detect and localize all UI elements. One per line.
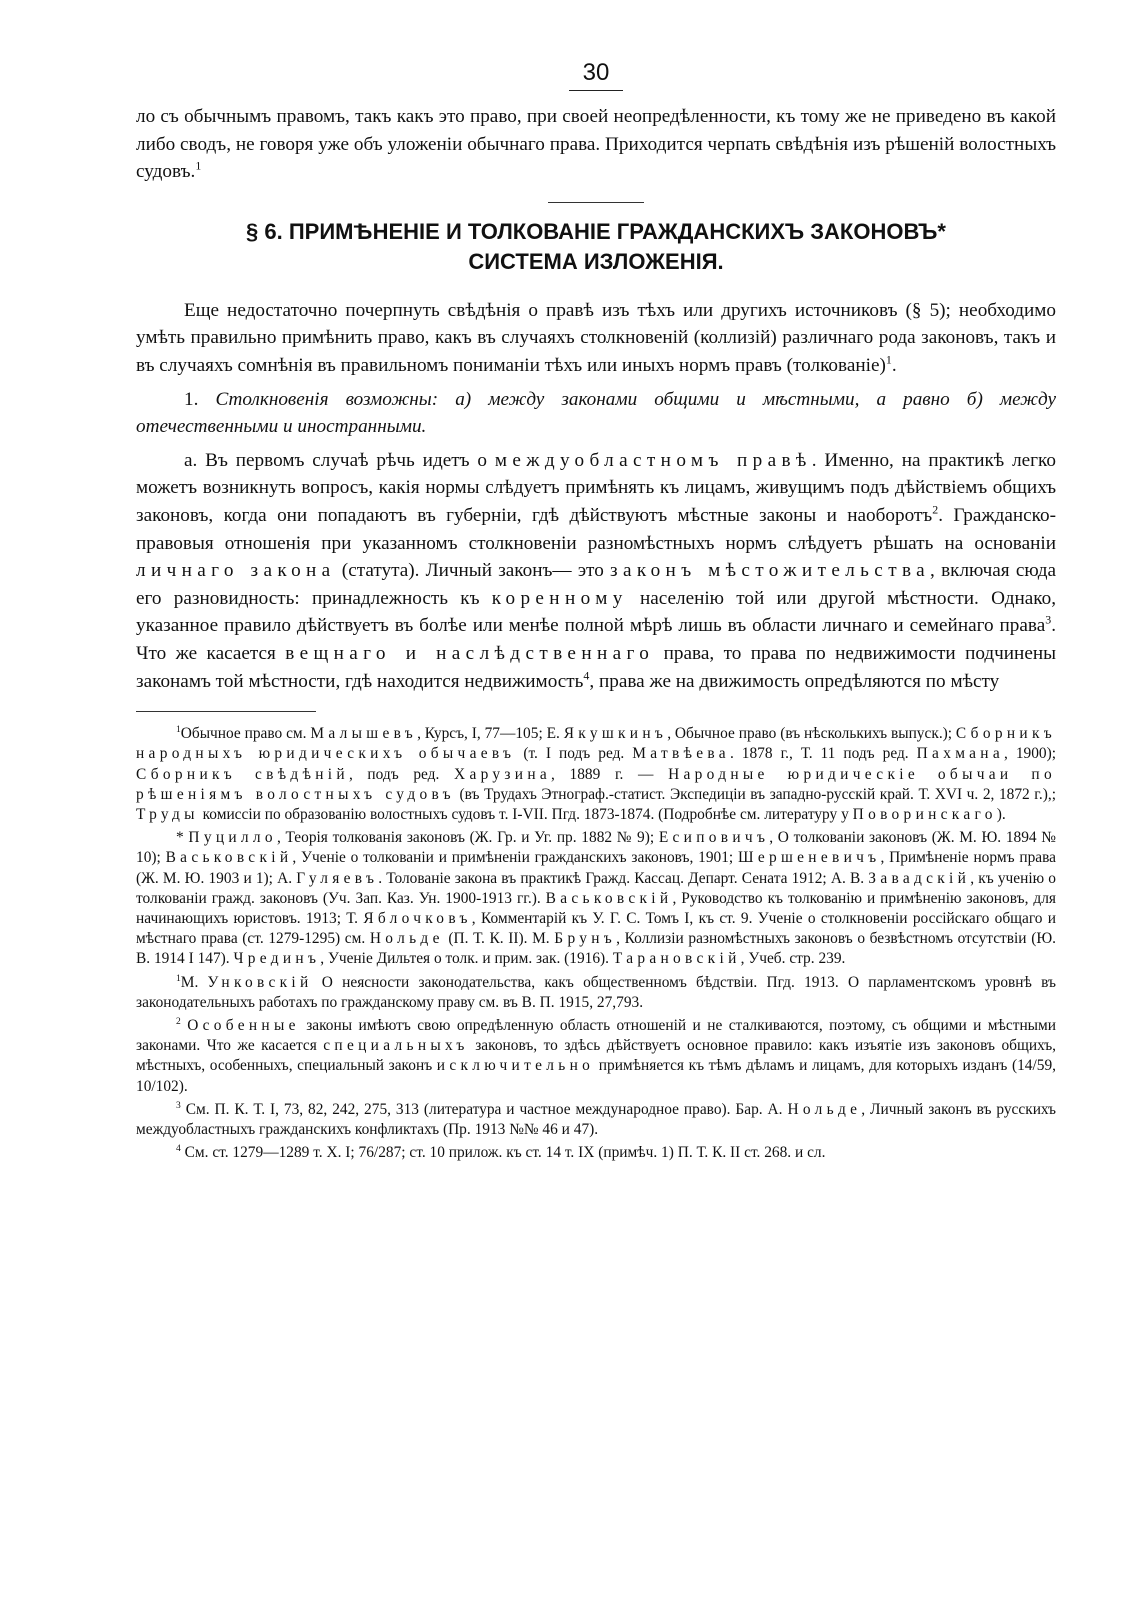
- footnote-4: $^4$ См. ст. 1279—1289 т. X. I; 76/287; ст. 10 прилож. къ ст. 14 т. IX (примѣч. 1) П. Т. К. II ст. 268. и сл.: [176, 1143, 826, 1162]
- document-page: [136, 58, 1056, 1166]
- heading-line-1: § 6. ПРИМѢНЕНІЕ И ТОЛКОВАНІЕ ГРАЖДАНСКИХЪ ЗАКОНОВЪ*: [246, 218, 946, 244]
- footnote-1b: $^1$М. Унковскій О неясности законодательства, какъ общественномъ бѣдствіи. Пгд. 1913. О парламентскомъ уровнѣ въ законодательныхъ работахъ по гражданскому праву см. въ В. П. 1915, 27,793.: [136, 972, 1056, 1011]
- footnote-3: $^3$ См. П. К. Т. I, 73, 82, 242, 275, 313 (литература и частное международное право). Бар. А. Нольде, Личный законъ въ русскихъ междуобластныхъ гражданскихъ конфликтахъ (Пр. 1913 №№ 46 и 47).: [136, 1099, 1057, 1138]
- footnote-2: $^2$ Особенные законы имѣютъ свою опредѣленную область отношеній и не сталкиваются, поэтому, съ общими и мѣстными законами. Что же касается специальныхъ законовъ, то здѣсь дѣйствуетъ основное правило: какъ изъятіе изъ законовъ общихъ, мѣстныхъ, особенныхъ, специальный законъ исключительно примѣняется къ тѣмъ дѣламъ и лицамъ, для которыхъ изданъ (14/59, 10/102).: [136, 1015, 1057, 1095]
- footnote-ref: 1: [885, 352, 892, 367]
- page-number: 30: [136, 58, 1056, 91]
- footnote-ref: 2: [932, 502, 939, 517]
- section-divider: [548, 202, 644, 203]
- footnote-ref: 4: [583, 668, 590, 683]
- intro-paragraph: ло съ обычнымъ правомъ, такъ какъ это право, при своей неопредѣленности, къ тому же не приведено въ какой либо сводъ, не говоря уже объ уложеніи обычнаго права. Приходится черпать свѣдѣнія изъ рѣшеній волостныхъ судовъ.$^1$: [136, 106, 1056, 183]
- paragraph-3: а. Въ первомъ случаѣ рѣчь идетъ о междуобластномъ правѣ. Именно, на практикѣ легко можетъ возникнуть вопросъ, какія нормы слѣдуетъ примѣнять къ лицамъ, живущимъ подъ дѣйствіемъ общихъ законовъ, когда они попадаютъ въ губерніи, гдѣ дѣйствуютъ мѣстные законы и наоборотъ$^2$. Гражданско-правовыя отношенія при указанномъ столкновеніи разномѣстныхъ нормъ слѣдуетъ рѣшать на основаніи личнаго закона (статута). Личный законъ— это законъ мѣстожительства, включая сюда его разновидность: принадлежность къ коренному населенію той или другой мѣстности. Однако, указанное правило дѣйствуетъ въ болѣе или менѣе полной мѣрѣ лишь въ области личнаго и семейнаго права$^3$. Что же касается вещнаго и наслѣдственнаго права, то права по недвижимости подчинены законамъ той мѣстности, гдѣ находится недвижимость$^4$, права же на движимость опредѣляются по мѣсту: [136, 449, 1056, 692]
- paragraph-1: Еще недостаточно почерпнуть свѣдѣнія о правѣ изъ тѣхъ или другихъ источниковъ (§ 5); необходимо умѣть правильно примѣнить право, какъ въ случаяхъ столкновеній (коллизій) различнаго рода законовъ, такъ и въ случаяхъ сомнѣнія въ правильномъ пониманіи тѣхъ или иныхъ нормъ правъ (толкованіе)$^1$.: [136, 299, 1056, 376]
- section-heading: [136, 217, 1056, 277]
- footnote-1: $^1$Обычное право см. Малышевъ, Курсъ, I, 77—105; Е. Якушкинъ, Обычное право (въ нѣсколькихъ выпуск.); Сборникъ народныхъ юридическихъ обычаевъ (т. I подъ ред. Матвѣева. 1878 г., Т. 11 подъ ред. Пахмана, 1900); Сборникъ свѣдѣній, подъ ред. Харузина, 1889 г. — Народные юридическіе обычаи по рѣшеніямъ волостныхъ судовъ (въ Трудахъ Этнограф.-статист. Экспедиціи въ западно-русскій край. Т. XVI ч. 2, 1872 г.),; Труды комиссіи по образованію волостныхъ судовъ т. I-VII. Пгд. 1873-1874. (Подробнѣе см. литературу у Поворинскаго).: [136, 723, 1057, 823]
- paragraph-2: 1. Столкновенія возможны: а) между законами общими и мѣстными, а равно б) между отечественными и иностранными.: [136, 388, 1056, 438]
- footnotes: [136, 724, 1056, 1163]
- footnote-rule: [136, 711, 316, 712]
- footnote-ref: 1: [195, 158, 202, 173]
- footnote-ref: 3: [1045, 612, 1052, 627]
- heading-line-2: СИСТЕМА ИЗЛОЖЕНІЯ.: [468, 248, 724, 274]
- footnote-star: * Пуцилло, Теорія толкованія законовъ (Ж. Гр. и Уг. пр. 1882 № 9); Есиповичъ, О толкованіи законовъ (Ж. М. Ю. 1894 № 10); Васьковскій, Ученіе о толкованіи и примѣненіи гражданскихъ законовъ, 1901; Шершеневичъ, Примѣненіе нормъ права (Ж. М. Ю. 1903 и 1); А. Гуляевъ. Толованіе закона въ практикѣ Гражд. Кассац. Департ. Сената 1912; А. В. Завадскій, къ ученію о толкованіи гражд. законовъ (Уч. Зап. Каз. Ун. 1900-1913 гг.). Васьковскій, Руководство къ толкованію и примѣненію законовъ, для начинающихъ юристовъ. 1913; Т. Яблочковъ, Комментарій къ У. Г. С. Томъ I, къ ст. 9. Ученіе о столкновеніи россійскаго общаго и мѣстнаго права (ст. 1279-1295) см. Нольде (П. Т. К. II). М. Брунъ, Коллизіи разномѣстныхъ законовъ о безвѣстномъ отсутствіи (Ю. В. 1914 I 147). Чрединъ, Ученіе Дильтея о толк. и прим. зак. (1916). Тарановскій, Учеб. стр. 239.: [136, 829, 1057, 968]
